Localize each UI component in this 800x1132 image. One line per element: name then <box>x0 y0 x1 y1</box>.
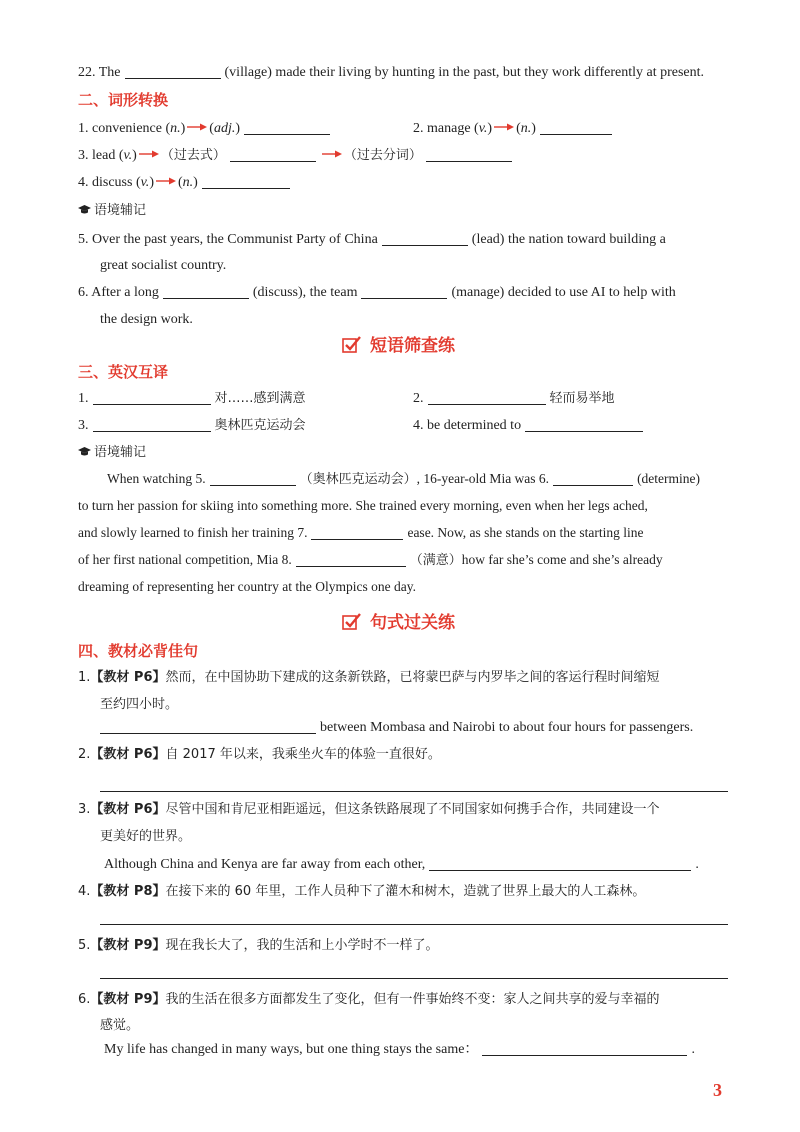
passage-line-1 <box>107 470 700 489</box>
p1-text-a: When watching 5. <box>107 471 206 486</box>
textbook-sentence-5 <box>78 937 439 955</box>
answer-blank[interactable] <box>244 120 330 135</box>
p4-chinese: （满意） <box>409 553 462 568</box>
textbook-sentence-4 <box>78 883 645 901</box>
section-3-title: 三、英汉互译 <box>78 363 169 381</box>
wf4-word: 4. discuss ( <box>78 175 141 190</box>
wf4-target-close: ) <box>193 175 198 190</box>
passage-line-3 <box>78 524 644 542</box>
answer-blank[interactable] <box>230 147 316 162</box>
textbook-sentence-1 <box>78 669 660 687</box>
page-number: 3 <box>713 1080 722 1100</box>
t2-num: 2. <box>413 391 424 406</box>
answer-blank[interactable] <box>540 120 612 135</box>
wf4-close: ) <box>149 175 154 190</box>
s6-chinese-a: 我的生活在很多方面都发生了变化，但有一件事始终不变：家人之间共享的爱与幸福的 <box>165 992 660 1007</box>
p4-text-c: how far she’s come and she’s already <box>461 552 663 567</box>
answer-blank[interactable] <box>202 174 290 189</box>
wf3-past-label: （过去式） <box>160 148 226 163</box>
answer-line[interactable] <box>100 978 728 979</box>
context-label-2 <box>78 444 146 462</box>
s6-text-b: (discuss), the team <box>252 285 358 300</box>
passage-line-2: to turn her passion for skiing into something more. She trained every morning, even when her legs ached, <box>78 498 648 513</box>
s6-num: 6. <box>78 992 91 1007</box>
answer-blank[interactable] <box>93 417 211 432</box>
wf1-target-pos: adj. <box>213 121 236 136</box>
answer-blank[interactable] <box>93 390 211 405</box>
sentence-5 <box>78 231 666 249</box>
wf2-pos: v. <box>478 121 488 136</box>
s3-tag: 【教材 P6】 <box>90 802 166 817</box>
wf2-close: ) <box>487 121 493 136</box>
wf1-target-close: ) <box>235 121 241 136</box>
s6-english-text: My life has changed in many ways, but one thing stays the same： <box>104 1042 479 1057</box>
answer-line[interactable] <box>100 924 728 925</box>
graduation-cap-icon <box>78 447 91 457</box>
answer-blank[interactable] <box>125 64 221 79</box>
s1-chinese-a: 然而，在中国协助下建成的这条新铁路，已将蒙巴萨与内罗毕之间的客运行程时间缩短 <box>165 670 660 685</box>
answer-blank[interactable] <box>100 719 316 734</box>
s6-chinese-b: 感觉。 <box>100 1018 140 1033</box>
s1-tag: 【教材 P6】 <box>90 670 166 685</box>
graduation-cap-icon <box>78 205 91 215</box>
t3-num: 3. <box>78 418 89 433</box>
s2-num: 2. <box>78 747 91 762</box>
t2-chinese: 轻而易举地 <box>549 391 615 406</box>
t1-num: 1. <box>78 391 89 406</box>
s6-text-a: 6. After a long <box>78 285 159 300</box>
s6-english <box>104 1041 695 1059</box>
p1-text-d: (determine) <box>637 471 701 486</box>
p1-chinese: （奥林匹克运动会） <box>299 472 417 487</box>
sentence-drill-title: 句式过关练 <box>370 613 455 633</box>
wf2-target-open: ( <box>516 121 521 136</box>
s6-period: . <box>691 1042 695 1057</box>
answer-blank[interactable] <box>553 471 633 486</box>
passage-line-5: dreaming of representing her country at the Olympics one day. <box>78 579 417 594</box>
sentence-6 <box>78 284 676 302</box>
answer-blank[interactable] <box>163 284 249 299</box>
p1-text-c: , 16-year-old Mia was 6. <box>416 471 550 486</box>
answer-blank[interactable] <box>426 147 512 162</box>
translation-3 <box>78 417 306 435</box>
context-label-text: 语境辅记 <box>94 445 147 460</box>
answer-blank[interactable] <box>296 552 406 567</box>
q22-text: 22. The <box>78 65 121 80</box>
translation-2 <box>413 390 615 408</box>
s6-tag: 【教材 P9】 <box>90 992 166 1007</box>
word-form-1 <box>78 120 334 138</box>
right-arrow-icon <box>138 149 160 159</box>
section-4-title: 四、教材必背佳句 <box>78 642 199 660</box>
wf2-target-pos: n. <box>520 121 532 136</box>
context-label-text: 语境辅记 <box>94 203 147 218</box>
textbook-sentence-2 <box>78 746 441 764</box>
s3-english <box>104 856 699 874</box>
wf1-word: 1. convenience ( <box>78 121 171 136</box>
right-arrow-icon <box>321 149 343 159</box>
checkbox-icon <box>342 613 362 631</box>
passage-line-4 <box>78 551 663 570</box>
s3-chinese-b: 更美好的世界。 <box>100 829 192 844</box>
s5-tag: 【教材 P9】 <box>90 938 166 953</box>
word-form-3 <box>78 147 516 165</box>
s1-chinese-b: 至约四小时。 <box>100 697 179 712</box>
question-22 <box>78 64 704 82</box>
s5-chinese: 现在我长大了，我的生活和上小学时不一样了。 <box>165 938 439 953</box>
t4-text: 4. be determined to <box>413 418 522 433</box>
wf3-word: 3. lead ( <box>78 148 124 163</box>
t1-chinese: 对……感到满意 <box>214 391 306 406</box>
p3-text-a: and slowly learned to finish her training 7. <box>78 525 308 540</box>
s1-num: 1. <box>78 670 91 685</box>
wf4-pos: v. <box>140 175 150 190</box>
p3-text-b: ease. Now, as she stands on the starting line <box>407 525 644 540</box>
phrase-drill-banner <box>342 336 455 356</box>
wf3-pos: v. <box>123 148 133 163</box>
sentence-drill-banner <box>342 613 455 633</box>
answer-blank[interactable] <box>428 390 546 405</box>
right-arrow-icon <box>493 122 515 132</box>
s4-chinese: 在接下来的 60 年里，工作人员种下了灌木和树木，造就了世界上最大的人工森林。 <box>165 884 646 899</box>
answer-blank[interactable] <box>429 856 691 871</box>
s3-num: 3. <box>78 802 91 817</box>
p4-text-a: of her first national competition, Mia 8. <box>78 552 292 567</box>
s5-text-a: 5. Over the past years, the Communist Party of China <box>78 232 378 247</box>
s5-text-b: (lead) the nation toward building a <box>471 232 666 247</box>
answer-blank[interactable] <box>382 231 468 246</box>
s3-period: . <box>695 857 699 872</box>
sentence-5-cont: great socialist country. <box>100 258 227 273</box>
answer-blank[interactable] <box>361 284 447 299</box>
wf2-target-close: ) <box>531 121 536 136</box>
s3-chinese-a: 尽管中国和肯尼亚相距遥远，但这条铁路展现了不同国家如何携手合作，共同建设一个 <box>165 802 660 817</box>
answer-line[interactable] <box>100 791 728 792</box>
s2-chinese: 自 2017 年以来，我乘坐火车的体验一直很好。 <box>165 747 441 762</box>
answer-blank[interactable] <box>525 417 643 432</box>
s1-english-text: between Mombasa and Nairobi to about four hours for passengers. <box>320 720 694 735</box>
s4-num: 4. <box>78 884 91 899</box>
phrase-drill-title: 短语筛查练 <box>370 336 455 356</box>
right-arrow-icon <box>186 122 208 132</box>
wf1-target-open: ( <box>209 121 214 136</box>
word-form-2 <box>413 120 616 138</box>
s4-tag: 【教材 P8】 <box>90 884 166 899</box>
checkbox-icon <box>342 336 362 354</box>
wf3-close: ) <box>132 148 137 163</box>
answer-blank[interactable] <box>311 525 403 540</box>
wf1-close: ) <box>180 121 186 136</box>
s3-english-text: Although China and Kenya are far away from each other, <box>104 857 426 872</box>
s2-tag: 【教材 P6】 <box>90 747 166 762</box>
wf2-word: 2. manage ( <box>413 121 479 136</box>
right-arrow-icon <box>155 176 177 186</box>
context-label <box>78 202 146 220</box>
t3-chinese: 奥林匹克运动会 <box>214 418 306 433</box>
translation-1 <box>78 390 306 408</box>
wf4-target-open: ( <box>177 175 183 190</box>
answer-blank[interactable] <box>482 1041 687 1056</box>
textbook-sentence-3 <box>78 801 660 819</box>
textbook-sentence-6 <box>78 991 660 1009</box>
wf3-pp-label: （过去分词） <box>343 148 422 163</box>
wf1-pos: n. <box>170 121 181 136</box>
translation-4 <box>413 417 647 435</box>
word-form-4 <box>78 174 294 192</box>
wf4-target-pos: n. <box>182 175 194 190</box>
sentence-6-cont: the design work. <box>100 312 193 327</box>
s6-text-c: (manage) decided to use AI to help with <box>451 285 676 300</box>
section-2-title: 二、词形转换 <box>78 91 169 109</box>
s5-num: 5. <box>78 938 91 953</box>
q22-rest: (village) made their living by hunting in the past, but they work differently at present. <box>224 65 705 80</box>
answer-blank[interactable] <box>210 471 296 486</box>
s1-english <box>100 719 693 737</box>
